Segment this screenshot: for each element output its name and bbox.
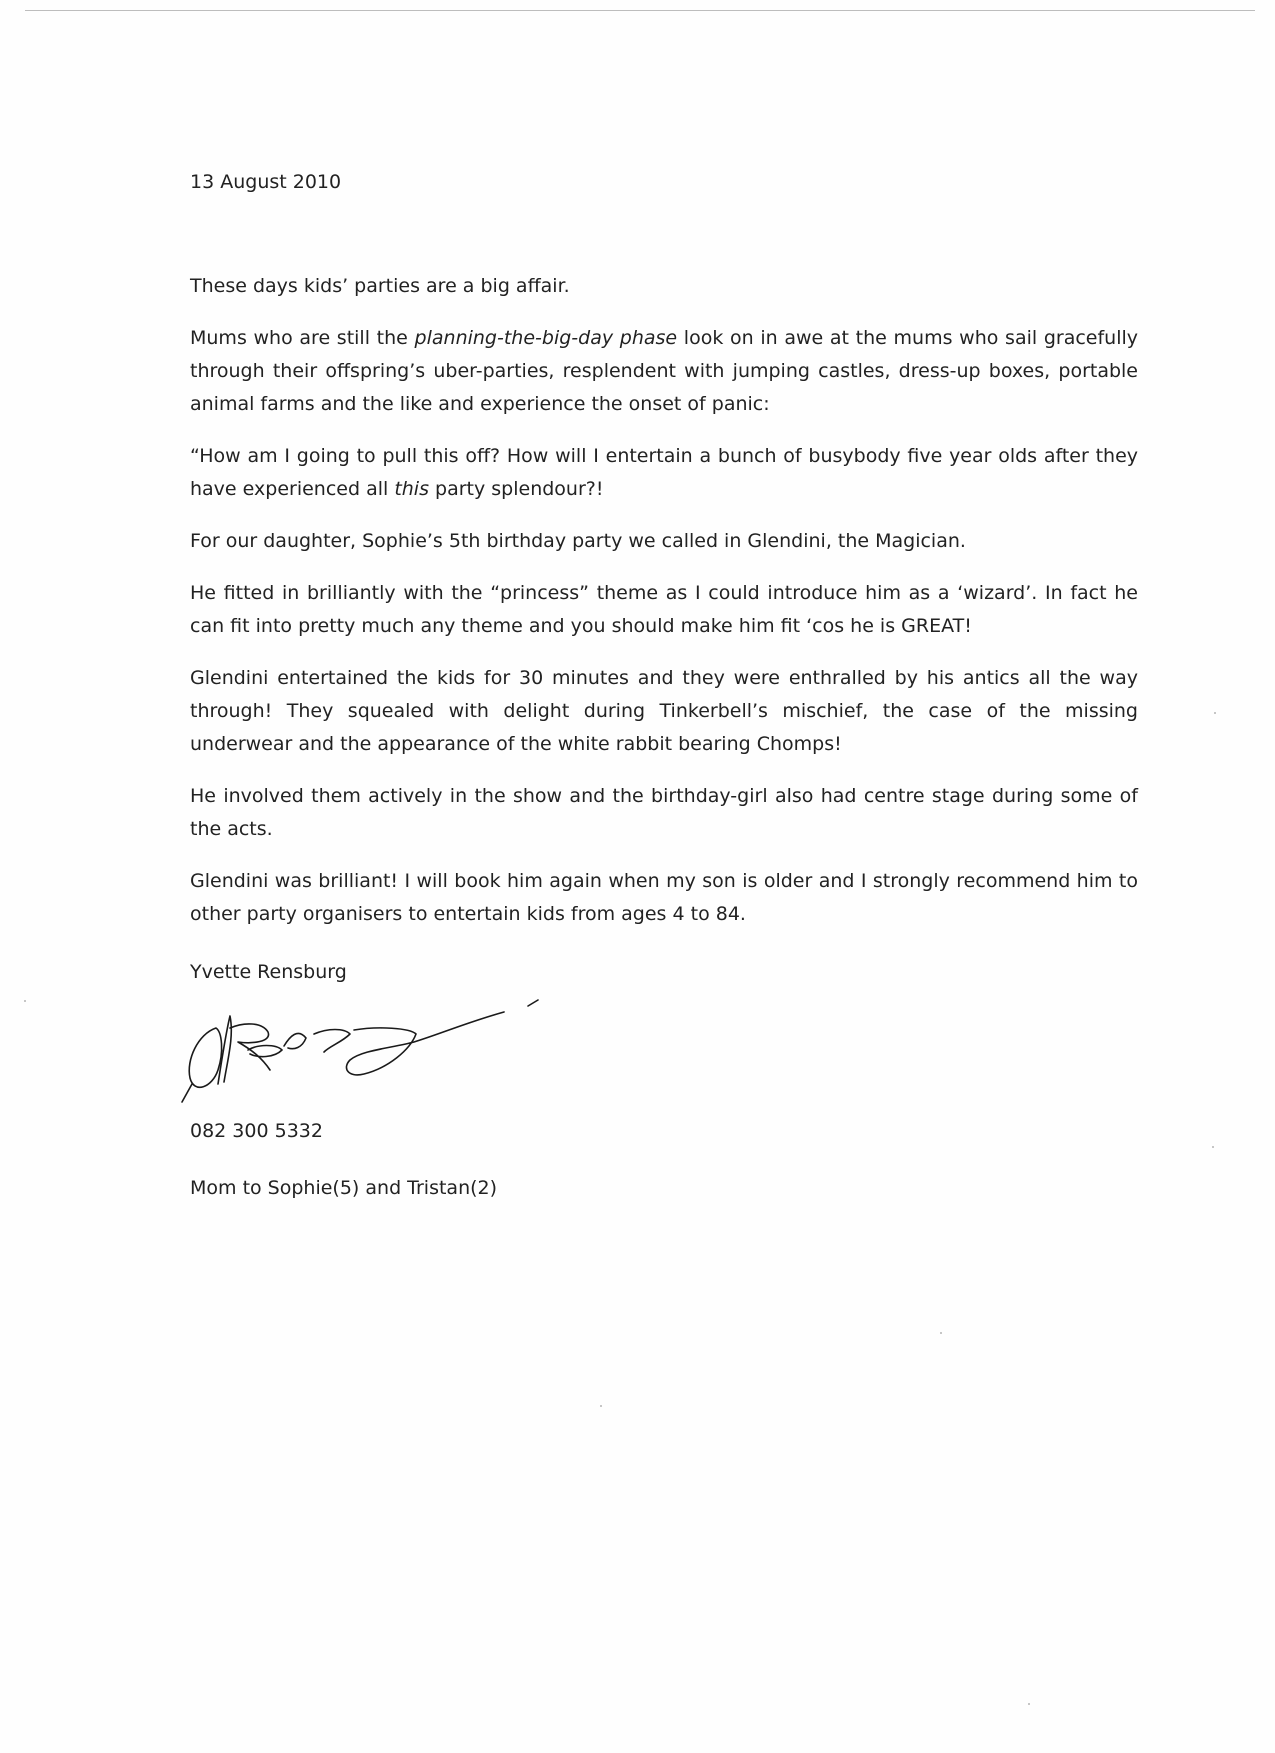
paragraph-text: “How am I going to pull this off? How will I entertain a bunch of busybody five year olds after they have experienced all — [190, 445, 1138, 500]
paragraph-text: These days kids’ parties are a big affair. — [190, 275, 570, 297]
paragraph — [190, 525, 1138, 558]
top-edge-rule — [25, 10, 1255, 11]
paragraph — [190, 662, 1138, 761]
paragraph-text: He involved them actively in the show and the birthday-girl also had centre stage during some of the acts. — [190, 785, 1138, 840]
scan-speck — [24, 1000, 26, 1002]
paragraph — [190, 577, 1138, 643]
paragraph — [190, 440, 1138, 506]
signoff-relation: Mom to Sophie(5) and Tristan(2) — [190, 1177, 498, 1199]
paragraph-text: Mums who are still the — [190, 327, 415, 349]
letter-date: 13 August 2010 — [190, 171, 342, 193]
scan-speck — [1028, 1703, 1030, 1705]
paragraph-text: For our daughter, Sophie’s 5th birthday party we called in Glendini, the Magician. — [190, 530, 966, 552]
paragraph — [190, 270, 1138, 303]
handwritten-signature — [178, 998, 548, 1108]
scan-speck — [1212, 1146, 1214, 1148]
signoff-name: Yvette Rensburg — [190, 961, 347, 983]
scan-speck — [600, 1405, 602, 1407]
paragraph-emphasis: this — [394, 478, 429, 500]
phone-number: 082 300 5332 — [190, 1120, 323, 1142]
letter-body — [190, 270, 1138, 950]
scan-speck — [940, 1332, 942, 1334]
paragraph-text: He fitted in brilliantly with the “princess” theme as I could introduce him as a ‘wizard’. In fact he can fit into pretty much any theme and you should make him fit ‘cos he is GREAT! — [190, 582, 1138, 637]
scan-speck — [1214, 712, 1216, 714]
paragraph-text: party splendour?! — [428, 478, 604, 500]
paragraph-text: Glendini was brilliant! I will book him again when my son is older and I strongly recommend him to other party organisers to entertain kids from ages 4 to 84. — [190, 870, 1138, 925]
paragraph — [190, 865, 1138, 931]
paragraph-text: look on in awe at the mums who sail gracefully through their offspring’s uber-parties, resplendent with jumping castles, dress-up boxes, portable animal farms and the like and experience the onset of panic: — [190, 327, 1139, 415]
paragraph-emphasis: planning-the-big-day phase — [414, 327, 678, 349]
paragraph — [190, 780, 1138, 846]
paragraph-text: Glendini entertained the kids for 30 minutes and they were enthralled by his antics all the way through! They squealed with delight during Tinkerbell’s mischief, the case of the missing underwear and the appearance of the white rabbit bearing Chomps! — [190, 667, 1138, 755]
paragraph — [190, 322, 1138, 421]
